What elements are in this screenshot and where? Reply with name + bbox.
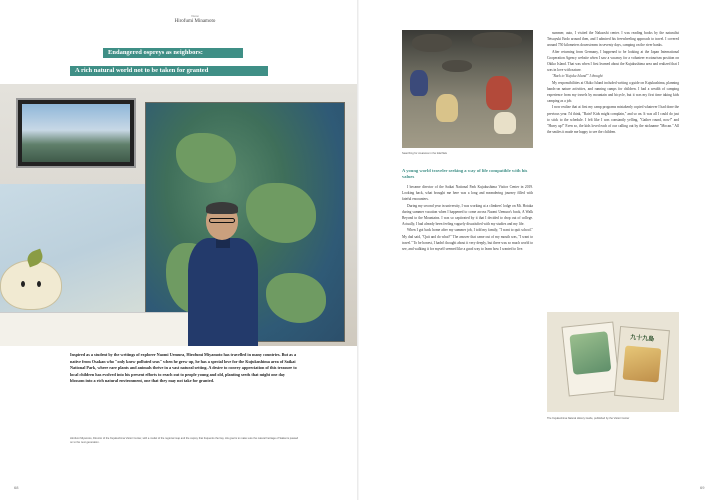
photo-monitor-screen: [22, 104, 130, 162]
guidebook-caption: The Kujukushima Natural History Guide, published by the Visitor Center: [547, 417, 630, 420]
body-paragraph: My responsibilities at Okiko Island included writing a guide on Kujukushima, planning hands-on nature activities, and running camps for children. I had a wealth of camping experience from my travels by mountain and bicycle, but it was my first time taking kids camping as a job.: [547, 80, 679, 104]
pull-quote: "Back to 'Kujuku Island'" I thought: [552, 74, 603, 79]
byline: [160, 14, 230, 24]
author-name: Hirofumi Minamoto: [174, 19, 216, 24]
body-column-b: [547, 30, 679, 135]
photo-monitor: [16, 98, 136, 168]
body-paragraph: summer, auto, I visited the Nakaoshi center. I was reading books by the naturalist Tetsuyuki Endo around then, and I admired his freewheeling approach to travel. I covered around 750 kilometers downstream in seventy days, camping on the river banks.: [547, 31, 679, 48]
guidebook-2: [614, 326, 670, 400]
title-line-1: Endangered ospreys as neighbors:: [103, 48, 243, 58]
left-photo-caption: Hirofumi Miyamoto, Director of the Kujukushima Visitor Center, with a model of the regional map and the osprey that frequents the bay. His goal is to make sure the natural heritage of Saikai is passed on to the next generation.: [70, 437, 299, 444]
body-column-a: [402, 184, 533, 252]
page-number-left: 68: [14, 485, 19, 490]
director-photo: [0, 84, 357, 346]
guidebook-1: [561, 321, 620, 396]
director-figure: [186, 204, 260, 346]
intro-paragraph: Inspired as a student by the writings of explorer Naomi Uemura, Hirofumi Miyamoto has travelled in many countries. But as a native from Osakan who "only knew polluted seas" when he grew up, he has a special love for the Kujukushima area of Saikai National Park, where rare plants and animals thrive in a vast natural setting. A desire to convey appreciation of this treasure to local children has evolved into his present efforts to reach out to people young and old, planting seeds that might one day blossom into a rich natural environment, one that they may not take for granted.: [70, 352, 297, 384]
body-paragraph: During my second year in university, I was working at a climbers' lodge on Mt. Hotaka during summer vacation when I happened to come across Naomi Uemura's book, A Walk Beyond to the Mountains. I was so captivated by it that I decided to drop out of college. Actually, I had already been feeling vaguely dissatisfied with my studies and my life.: [402, 203, 533, 227]
kicker: Vision: [190, 14, 200, 18]
body-paragraph: I now realize that at first my camp programs mistakenly copied whatever I had done the previous year. I'd think, "Rain? Kids might complain," and so on. It was all I could do just to stick to the schedule. I felt like I was constantly yelling, "Gather round, now!" and "Hurry up!" Even so, the kids loved each of our calling out by the nickname "Mocan." All the smiles it made me happy to see the children.: [547, 105, 679, 135]
title-line-2: A rich natural world not to be taken for granted: [70, 66, 268, 76]
section-subhead: A young world traveler seeking a way of life compatible with his values: [402, 168, 528, 179]
page-number-right: 69: [700, 485, 705, 490]
body-paragraph: After returning from Germany, I happened to be looking at the Japan International Cooperation Agency website when I saw a vacancy for a volunteer ecotourism position on Okiko Island. That was when I first learned about the Kujukushima area and realized that I was in love with nature.: [547, 49, 679, 73]
tidal-flat-photo: [402, 30, 533, 148]
body-paragraph: I became director of the Saikai National Park Kujukushima Visitor Center in 2019. Looking back, what brought me here was a long and meandering journey filled with fateful encounters.: [402, 185, 533, 202]
photo-counter: [0, 312, 200, 346]
guidebook-photo: [547, 312, 679, 412]
body-paragraph: When I got back home after my summer job, I told my family, "I want to quit school." My dad said, "Quit and do what?" The answer that came out of my mouth was, "I want to travel." To be honest, I hadn't thought about it very deeply, but there was so much world to see, and walking it for myself seemed like a good way to learn how I wanted to live.: [402, 228, 533, 252]
osprey-mascot-plush: [0, 260, 62, 310]
tidal-flat-caption: Searching for creatures in the tidal flats: [402, 152, 447, 155]
guidebook-title: 九十九島: [629, 334, 655, 343]
